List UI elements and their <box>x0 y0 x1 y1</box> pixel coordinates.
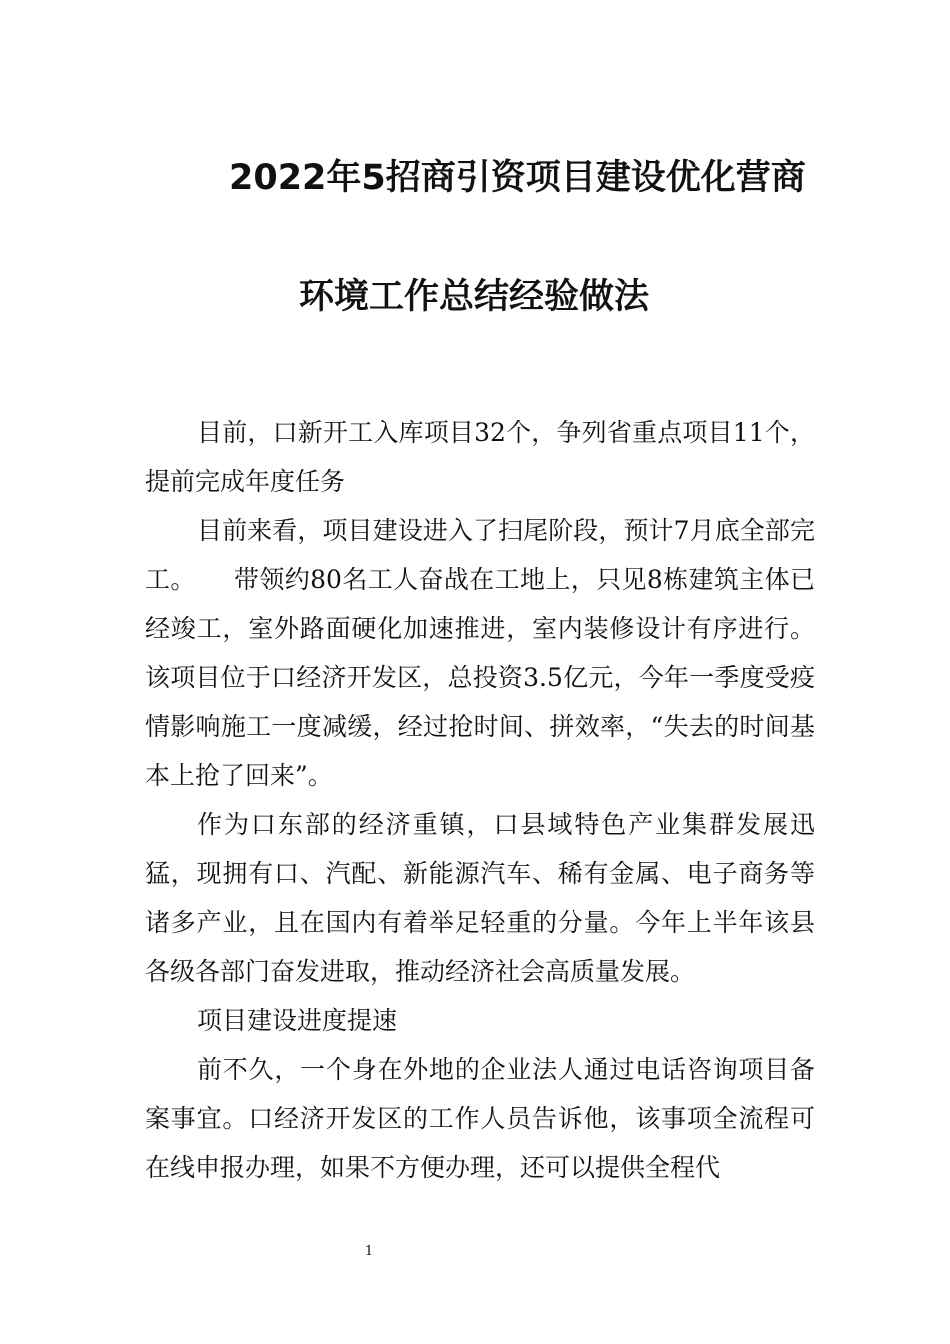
document-title-line-2: 环境工作总结经验做法 <box>299 277 650 317</box>
paragraph: 目前来看，项目建设进入了扫尾阶段，预计7月底全部完工。 带领约80名工人奋战在工地上，只见8栋建筑主体已经竣工，室外路面硬化加速推进，室内装修设计有序进行。该项目位于口经济开发区，总投资3.5亿元，今年一季度受疫情影响施工一度减缓，经过抢时间、拼效率，“失去的时间基本上抢了回来”。 <box>145 516 815 790</box>
page-number: 1 <box>364 1244 374 1259</box>
document-title-line-1: 2022年5招商引资项目建设优化营商 <box>229 158 806 198</box>
section-heading: 项目建设进度提速 <box>197 1006 398 1035</box>
document-body <box>145 408 815 1192</box>
paragraph: 作为口东部的经济重镇，口县域特色产业集群发展迅猛，现拥有口、汽配、新能源汽车、稀有金属、电子商务等诸多产业，且在国内有着举足轻重的分量。今年上半年该县各级各部门奋发进取，推动经济社会高质量发展。 <box>145 810 815 986</box>
paragraph: 前不久，一个身在外地的企业法人通过电话咨询项目备案事宜。口经济开发区的工作人员告诉他，该事项全流程可在线申报办理，如果不方便办理，还可以提供全程代 <box>145 1055 815 1182</box>
paragraph: 目前，口新开工入库项目32个，争列省重点项目11个，提前完成年度任务 <box>145 418 815 496</box>
